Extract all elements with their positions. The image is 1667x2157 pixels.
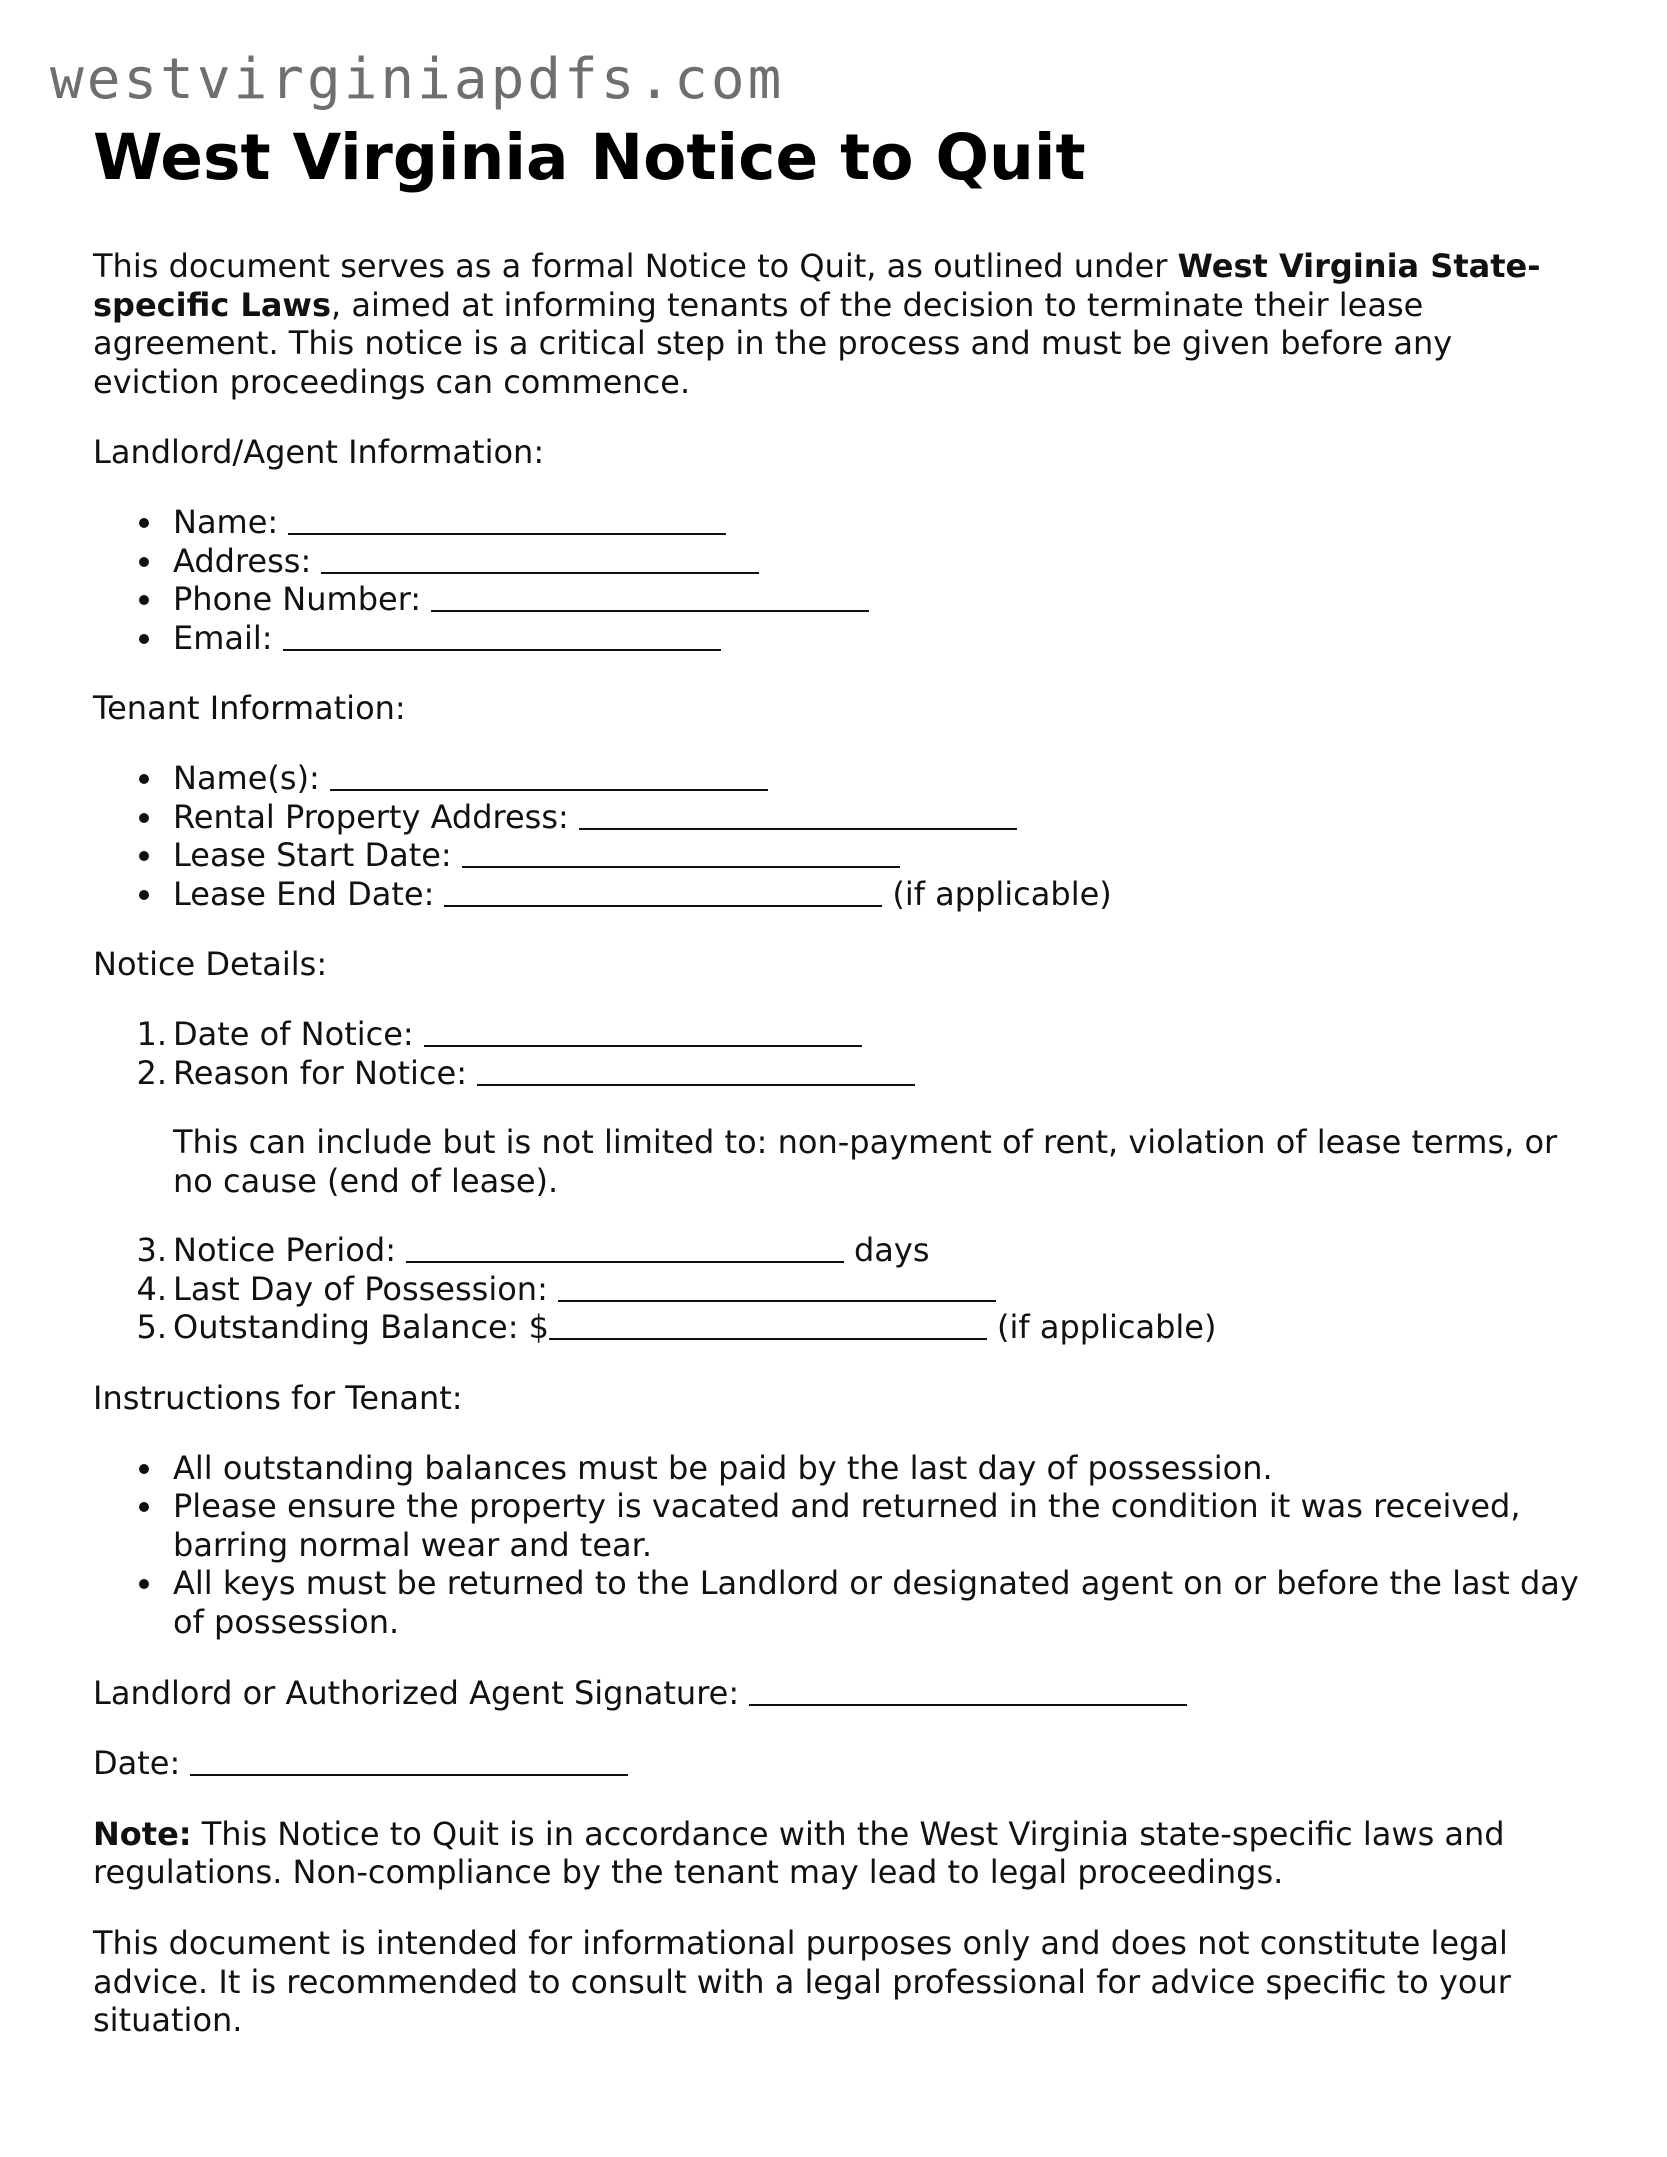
last-day-blank[interactable] bbox=[558, 1299, 996, 1302]
landlord-address-blank[interactable] bbox=[321, 571, 759, 574]
landlord-address-field bbox=[173, 542, 1583, 581]
field-label: Date of Notice: bbox=[173, 1014, 414, 1053]
field-label: Address: bbox=[173, 541, 312, 580]
item-number: 1. bbox=[136, 1014, 167, 1053]
bullet-icon bbox=[139, 1502, 149, 1512]
lease-end-field bbox=[173, 875, 1583, 914]
field-label: Phone Number: bbox=[173, 580, 422, 619]
instruction-text: All keys must be returned to the Landlord or designated agent on or before the last day of possession. bbox=[173, 1564, 1579, 1642]
item-number: 3. bbox=[136, 1231, 167, 1270]
date-of-notice-field bbox=[136, 1014, 1583, 1054]
instructions-heading: Instructions for Tenant: bbox=[93, 1379, 463, 1418]
field-label: Outstanding Balance: $ bbox=[173, 1308, 550, 1347]
date-label: Date: bbox=[93, 1744, 181, 1783]
bullet-icon bbox=[139, 595, 149, 605]
intro-paragraph bbox=[93, 247, 1583, 401]
item-number: 2. bbox=[136, 1053, 167, 1092]
notice-period-field bbox=[136, 1231, 1583, 1270]
instruction-item bbox=[173, 1564, 1583, 1641]
date-blank[interactable] bbox=[190, 1773, 628, 1776]
field-label: Lease End Date: bbox=[173, 874, 435, 913]
signature-blank[interactable] bbox=[749, 1703, 1187, 1706]
field-label: Email: bbox=[173, 618, 273, 657]
landlord-name-blank[interactable] bbox=[288, 532, 726, 535]
landlord-heading: Landlord/Agent Information: bbox=[93, 433, 545, 472]
field-suffix: (if applicable) bbox=[892, 874, 1112, 913]
bullet-icon bbox=[139, 851, 149, 861]
bullet-icon bbox=[139, 518, 149, 528]
outstanding-balance-blank[interactable] bbox=[549, 1337, 987, 1340]
note-label: Note: bbox=[93, 1814, 192, 1853]
instruction-text: All outstanding balances must be paid by the last day of possession. bbox=[173, 1448, 1273, 1487]
landlord-fields bbox=[93, 503, 1583, 657]
instruction-item bbox=[173, 1487, 1583, 1564]
tenant-names-blank[interactable] bbox=[330, 788, 768, 791]
note-paragraph bbox=[93, 1815, 1583, 1892]
bullet-icon bbox=[139, 634, 149, 644]
notice-details-list bbox=[93, 1015, 1583, 1347]
bullet-icon bbox=[139, 1579, 149, 1589]
intro-rest: , aimed at informing tenants of the decision to terminate their lease agreement. This notice is a critical step in the process and must be given before any eviction proceedings can commence. bbox=[93, 285, 1453, 401]
outstanding-balance-field bbox=[136, 1308, 1583, 1347]
field-label: Name(s): bbox=[173, 758, 320, 797]
instruction-text: Please ensure the property is vacated and returned in the condition it was received, barring normal wear and tear. bbox=[173, 1487, 1521, 1564]
notice-document bbox=[93, 118, 1583, 2040]
rental-address-blank[interactable] bbox=[579, 827, 1017, 830]
instructions-list bbox=[93, 1449, 1583, 1642]
bullet-icon bbox=[139, 557, 149, 567]
notice-period-blank[interactable] bbox=[406, 1260, 844, 1263]
field-label: Last Day of Possession: bbox=[173, 1269, 548, 1308]
field-label: Notice Period: bbox=[173, 1231, 396, 1270]
tenant-heading: Tenant Information: bbox=[93, 689, 406, 728]
lease-start-field bbox=[173, 836, 1583, 875]
reason-note: This can include but is not limited to: non-payment of rent, violation of lease terms, or no cause (end of lease). bbox=[173, 1123, 1558, 1200]
bullet-icon bbox=[139, 774, 149, 784]
signature-field bbox=[93, 1674, 1583, 1713]
rental-address-field bbox=[173, 798, 1583, 837]
field-suffix: (if applicable) bbox=[997, 1308, 1217, 1347]
item-number: 5. bbox=[136, 1308, 167, 1347]
instruction-item bbox=[173, 1449, 1583, 1488]
lease-end-blank[interactable] bbox=[444, 904, 882, 907]
lease-start-blank[interactable] bbox=[462, 865, 900, 868]
reason-for-notice-blank[interactable] bbox=[477, 1083, 915, 1086]
landlord-email-blank[interactable] bbox=[283, 648, 721, 651]
field-label: Lease Start Date: bbox=[173, 836, 452, 875]
site-watermark: westvirginiapdfs.com bbox=[50, 47, 785, 112]
disclaimer-paragraph: This document is intended for informational purposes only and does not constitute legal advice. It is recommended to consult with a legal professional for advice specific to your situation. bbox=[93, 1924, 1511, 2040]
landlord-name-field bbox=[173, 503, 1583, 542]
bullet-icon bbox=[139, 813, 149, 823]
signature-label: Landlord or Authorized Agent Signature: bbox=[93, 1673, 740, 1712]
landlord-email-field bbox=[173, 619, 1583, 658]
intro-bold-laws: West Virginia State-specific Laws bbox=[93, 247, 1541, 324]
bullet-icon bbox=[139, 1464, 149, 1474]
reason-for-notice-field bbox=[136, 1053, 1583, 1201]
tenant-names-field bbox=[173, 759, 1583, 798]
field-label: Rental Property Address: bbox=[173, 797, 569, 836]
landlord-phone-blank[interactable] bbox=[431, 609, 869, 612]
note-text: This Notice to Quit is in accordance with the West Virginia state-specific laws and regulations. Non-compliance by the tenant may lead to legal proceedings. bbox=[93, 1814, 1505, 1892]
landlord-phone-field bbox=[173, 580, 1583, 619]
field-label: Name: bbox=[173, 502, 279, 541]
page-title: West Virginia Notice to Quit bbox=[93, 121, 1086, 194]
intro-lead: This document serves as a formal Notice to Quit, as outlined under bbox=[93, 247, 1178, 285]
bullet-icon bbox=[139, 890, 149, 900]
tenant-fields bbox=[93, 759, 1583, 913]
field-suffix: days bbox=[853, 1231, 930, 1270]
item-number: 4. bbox=[136, 1269, 167, 1308]
field-label: Reason for Notice: bbox=[173, 1053, 467, 1092]
last-day-of-possession-field bbox=[136, 1269, 1583, 1309]
date-field bbox=[93, 1744, 1583, 1783]
notice-details-heading: Notice Details: bbox=[93, 945, 328, 984]
date-of-notice-blank[interactable] bbox=[424, 1044, 862, 1047]
